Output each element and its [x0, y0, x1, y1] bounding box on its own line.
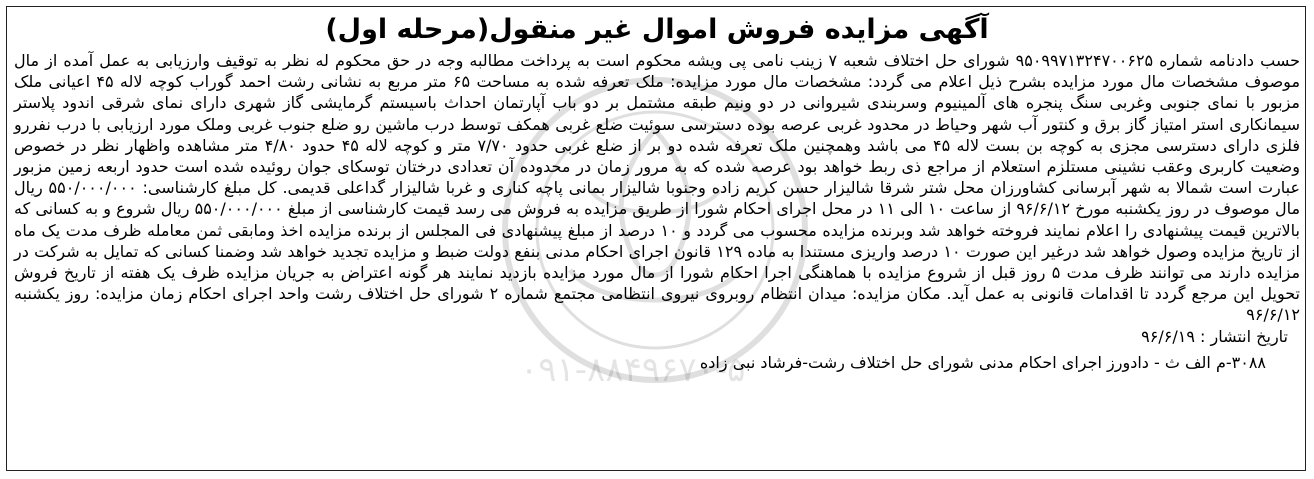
publish-date: تاریخ انتشار : ۹۶/۶/۱۹ — [1141, 326, 1288, 346]
notice-signature: ۳۰۸۸-م الف ث - دادورز اجرای احکام مدنی شورای حل اختلاف رشت-فرشاد نبی زاده — [699, 352, 1266, 372]
notice-body: حسب دادنامه شماره ۹۵۰۹۹۷۱۳۲۴۷۰۰۶۲۵ شورای حل اختلاف شعبه ۷ زینب نامی پی ویشه محکوم است به پرداخت مطالبه وجه در حق محکوم له نظر به توقیف وارزیابی به عمل آمده از مال موصوف مشخصات مال مورد مزایده بشرح ذیل اعلام می گردد: مشخصات مال مورد مزایده: ملک تعرفه شده به مساحت ۶۵ متر مربع به نشانی رشت احمد گوراب کوچه لاله ۴۵ اعیانی ملک مزبور با نمای جنوبی وغربی سنگ پنجره های آلمینیوم وسربندی شیروانی در دو ونیم طبقه مشتمل بر دو باب آپارتمان احداث باسیستم گرمایشی گاز شهری دارای نمای شرقی اندود پلاستر سیمانکاری استر امتیاز گاز برق و کنتور آب شهر وحیاط در محدود غربی عرصه بوده دسترسی سوئیت ضلع غربی همکف توسط درب ماشین رو ضلع جنوب غربی وملک مورد ارزیابی با درب نفررو فلزی دارای دسترسی مجزی به کوچه بن بست لاله ۴۵ می باشد وهمچنین ملک تعرفه شده دو بر از ضلع غربی حدود ۷/۷۰ متر و کوچه لاله ۴۵ حدود ۴/۸۰ متر مشاهده واظهار نظر در خصوص وضعیت کاربری وعقب نشینی مستلزم استعلام از مراجع ذی ربط خواهد بود عرصه شده که به مرور زمان در محدوده آن تعدادی درختان توسکای جوان روئیده شده است حدود اربعه زمین مزبور عبارت است شمالا به شهر آبرسانی کشاورزان محل شتر شرقا شالیزار حسن کریم زاده وجنوبا شالیزار بمانی پاچه کناری و غربا شالیزار گداعلی قدیمی. کل مبلغ کارشناسی: ۵۵۰/۰۰۰/۰۰۰ ریال مال موصوف در روز یکشنبه مورخ ۹۶/۶/۱۲ از ساعت ۱۰ الی ۱۱ در محل اجرای احکام شورا از طریق مزایده به فروش می رسد قیمت کارشناسی از مبلغ ۵۵۰/۰۰۰/۰۰۰ ریال شروع و به کسانی که بالاترین قیمت پیشنهادی را اعلام نمایند فروخته خواهد شد وبرنده مزایده محسوب می گردد و ۱۰ درصد از مبلغ پیشنهادی فی المجلس از برنده مزایده اخذ ومابقی ثمن معامله ظرف مدت یک ماه از تاریخ مزایده وصول خواهد شد درغیر این صورت ۱۰ درصد واریزی مستندا به ماده ۱۲۹ قانون اجرای احکام مدنی بنفع دولت ضبط و مزایده تجدید خواهد شد وضمنا کسانی که تمایل به شرکت در مزایده دارند می توانند ظرف مدت ۵ روز قبل از شروع مزایده با هماهنگی اجرا احکام شورا از مال مورد مزایده بازدید نمایند هر گونه اعتراض به جریان مزایده ظرف یک هفته از تاریخ فروش تحویل این مرجع گردد تا اقدامات قانونی به عمل آید. مکان مزایده: میدان انتظام روبروی نیروی انتظامی مجتمع شماره ۲ شورای حل اختلاف رشت واحد اجرای احکام زمان مزایده: روز یکشنبه ۹۶/۶/۱۲ — [14, 51, 1301, 325]
watermark-phone-number: ۰۹۱-۸۸۴۹۶۷۰-۵ — [520, 350, 746, 390]
notice-content — [14, 10, 1300, 375]
notice-title: آگهی مزایده فروش اموال غیر منقول(مرحله اول) — [325, 14, 989, 45]
